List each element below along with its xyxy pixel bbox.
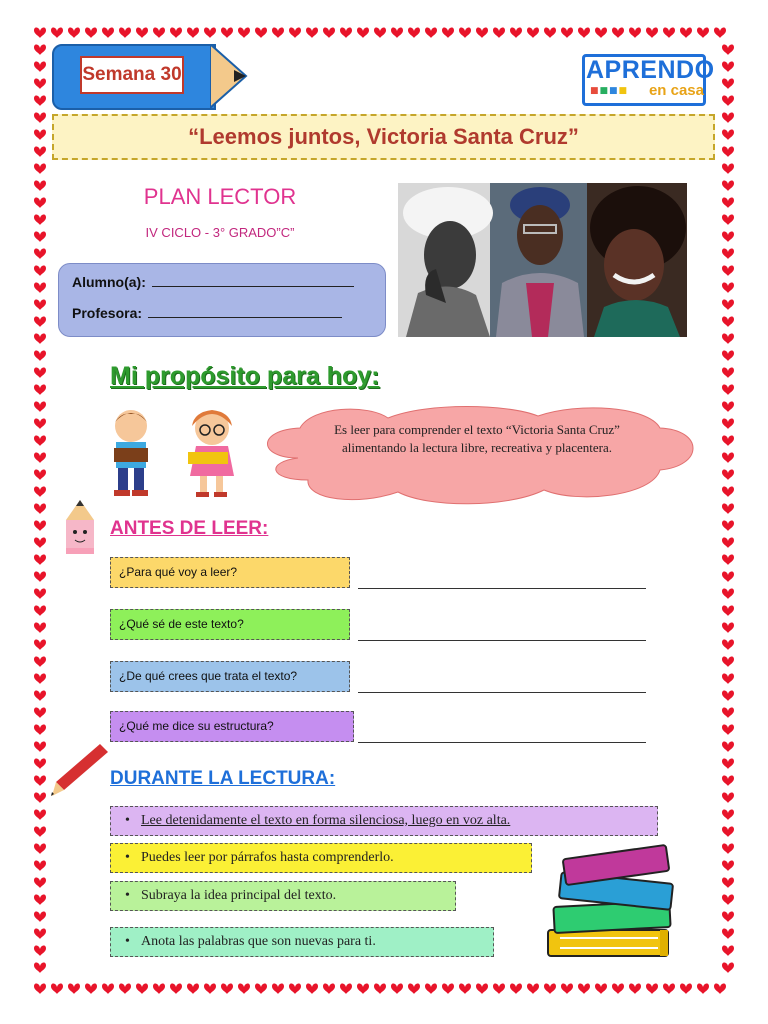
heart-icon (34, 912, 46, 922)
teacher-label: Profesora: (72, 305, 143, 321)
heart-icon (722, 45, 734, 55)
heart-icon (663, 984, 675, 994)
heart-icon (722, 317, 734, 327)
heart-icon (722, 385, 734, 395)
heart-icon (714, 984, 726, 994)
heart-icon (34, 657, 46, 667)
heart-icon (459, 984, 471, 994)
heart-icon (722, 249, 734, 259)
heart-icon (722, 878, 734, 888)
heart-icon (680, 984, 692, 994)
heart-icon (722, 436, 734, 446)
question-box: ¿Para qué voy a leer? (110, 557, 350, 588)
heart-icon (34, 844, 46, 854)
heart-icon (722, 725, 734, 735)
logo-dots-icon: ■■■■ (590, 86, 629, 96)
heart-icon (722, 708, 734, 718)
heart-icon (289, 28, 301, 38)
heart-icon (34, 436, 46, 446)
heart-icon (544, 984, 556, 994)
heart-icon (561, 984, 573, 994)
reading-step: • Lee detenidamente el texto en forma silenciosa, luego en voz alta. (110, 806, 658, 836)
teacher-field[interactable] (72, 305, 342, 321)
heart-icon (238, 984, 250, 994)
heart-icon (544, 28, 556, 38)
heart-icon (722, 691, 734, 701)
heart-icon (34, 759, 46, 769)
plan-title: PLAN LECTOR (143, 184, 297, 209)
heart-icon (34, 487, 46, 497)
heart-icon (722, 79, 734, 89)
answer-line[interactable] (358, 742, 646, 743)
heart-icon (722, 776, 734, 786)
heart-icon (722, 674, 734, 684)
heart-icon (34, 810, 46, 820)
during-reading-heading: DURANTE LA LECTURA: (110, 768, 336, 789)
heart-icon (34, 232, 46, 242)
heart-icon (85, 28, 97, 38)
heart-icon (680, 28, 692, 38)
heart-icon (34, 504, 46, 514)
heart-icon (306, 28, 318, 38)
heart-icon (374, 984, 386, 994)
heart-icon (34, 470, 46, 480)
heart-icon (34, 283, 46, 293)
heart-icon (722, 640, 734, 650)
logo-text-top: APRENDO (586, 56, 715, 84)
heart-icon (722, 113, 734, 123)
heart-icon (722, 589, 734, 599)
heart-icon (722, 215, 734, 225)
heart-icon (204, 28, 216, 38)
heart-icon (34, 572, 46, 582)
heart-icon (34, 606, 46, 616)
heart-icon (629, 984, 641, 994)
answer-line[interactable] (358, 588, 646, 589)
heart-icon (476, 984, 488, 994)
heart-icon (34, 521, 46, 531)
heart-icon (722, 181, 734, 191)
heart-icon (34, 878, 46, 888)
heart-icon (722, 419, 734, 429)
heart-icon (663, 28, 675, 38)
heart-icon (187, 984, 199, 994)
heart-icon (722, 946, 734, 956)
book-stack-icon (540, 838, 690, 964)
question-box: ¿De qué crees que trata el texto? (110, 661, 350, 692)
heart-icon (722, 844, 734, 854)
heart-icon (34, 793, 46, 803)
heart-icon (34, 946, 46, 956)
heart-icon (722, 810, 734, 820)
heart-icon (34, 929, 46, 939)
heart-icon (34, 691, 46, 701)
heart-icon (34, 538, 46, 548)
heart-icon (578, 28, 590, 38)
heart-icon (722, 487, 734, 497)
heart-icon (68, 28, 80, 38)
heart-icon (722, 368, 734, 378)
kids-reading-icon (104, 404, 244, 504)
heart-icon (170, 28, 182, 38)
heart-icon (561, 28, 573, 38)
answer-line[interactable] (358, 640, 646, 641)
heart-icon (255, 28, 267, 38)
logo-text-bottom: en casa (648, 82, 704, 99)
heart-icon (442, 984, 454, 994)
heart-icon (391, 984, 403, 994)
heart-icon (722, 147, 734, 157)
heart-icon (722, 266, 734, 276)
heart-icon (34, 895, 46, 905)
heart-icon (34, 351, 46, 361)
heart-icon (34, 776, 46, 786)
heart-icon (629, 28, 641, 38)
heart-icon (722, 283, 734, 293)
heart-icon (722, 929, 734, 939)
heart-icon (34, 674, 46, 684)
pencil-character-icon (58, 498, 102, 558)
heart-icon (340, 28, 352, 38)
heart-icon (136, 28, 148, 38)
heart-icon (34, 708, 46, 718)
heart-icon (459, 28, 471, 38)
heart-icon (510, 984, 522, 994)
heart-icon (374, 28, 386, 38)
heart-icon (272, 28, 284, 38)
heart-icon (119, 984, 131, 994)
plan-subtitle: IV CICLO - 3° GRADO”C” (145, 225, 295, 240)
heart-icon (34, 419, 46, 429)
page-title: “Leemos juntos, Victoria Santa Cruz” (52, 114, 715, 160)
heart-icon (442, 28, 454, 38)
heart-icon (722, 572, 734, 582)
heart-icon (34, 623, 46, 633)
heart-icon (221, 984, 233, 994)
heart-icon (170, 984, 182, 994)
heart-icon (34, 147, 46, 157)
heart-icon (357, 984, 369, 994)
heart-icon (34, 130, 46, 140)
reading-step: • Anota las palabras que son nuevas para ti. (110, 927, 494, 957)
heart-icon (34, 742, 46, 752)
heart-icon (722, 521, 734, 531)
heart-icon (34, 640, 46, 650)
heart-icon (34, 861, 46, 871)
heart-icon (102, 28, 114, 38)
student-name-line[interactable] (152, 274, 354, 287)
purpose-text: Es leer para comprender el texto “Victoria Santa Cruz” alimentando la lectura libre, recreativa y placentera. (334, 422, 620, 455)
heart-icon (722, 912, 734, 922)
heart-icon (722, 470, 734, 480)
heart-icon (102, 984, 114, 994)
heart-icon (34, 589, 46, 599)
heart-icon (697, 28, 709, 38)
heart-icon (722, 759, 734, 769)
heart-icon (221, 28, 233, 38)
heart-icon (34, 249, 46, 259)
heart-icon (119, 28, 131, 38)
purpose-heading: Mi propósito para hoy: (110, 362, 380, 390)
heart-icon (34, 385, 46, 395)
heart-icon (722, 402, 734, 412)
heart-icon (136, 984, 148, 994)
heart-icon (255, 984, 267, 994)
heart-icon (722, 742, 734, 752)
heart-icon (153, 984, 165, 994)
heart-icon (34, 164, 46, 174)
heart-icon (153, 28, 165, 38)
heart-icon (714, 28, 726, 38)
heart-icon (722, 334, 734, 344)
week-label: Semana 30 (80, 56, 184, 94)
heart-icon (722, 232, 734, 242)
heart-icon (34, 725, 46, 735)
heart-icon (34, 45, 46, 55)
heart-icon (722, 657, 734, 667)
heart-icon (408, 984, 420, 994)
heart-icon (722, 963, 734, 973)
heart-icon (527, 28, 539, 38)
heart-icon (34, 198, 46, 208)
heart-icon (493, 28, 505, 38)
reading-step: • Puedes leer por párrafos hasta comprenderlo. (110, 843, 532, 873)
heart-icon (510, 28, 522, 38)
heart-icon (578, 984, 590, 994)
heart-icon (722, 555, 734, 565)
heart-icon (34, 984, 46, 994)
heart-icon (722, 895, 734, 905)
pencil-tip-icon (210, 44, 250, 110)
heart-icon (85, 984, 97, 994)
reading-step: • Subraya la idea principal del texto. (110, 881, 456, 911)
heart-icon (34, 334, 46, 344)
heart-icon (646, 984, 658, 994)
heart-icon (722, 130, 734, 140)
heart-icon (722, 861, 734, 871)
heart-icon (51, 984, 63, 994)
heart-icon (493, 984, 505, 994)
heart-icon (323, 28, 335, 38)
heart-icon (34, 963, 46, 973)
heart-icon (34, 368, 46, 378)
heart-icon (34, 181, 46, 191)
heart-icon (722, 606, 734, 616)
heart-icon (646, 28, 658, 38)
heart-icon (595, 984, 607, 994)
heart-icon (722, 538, 734, 548)
heart-icon (722, 504, 734, 514)
heart-icon (34, 827, 46, 837)
heart-icon (425, 984, 437, 994)
heart-icon (34, 79, 46, 89)
teacher-name-line[interactable] (148, 305, 342, 318)
heart-icon (238, 28, 250, 38)
heart-icon (612, 984, 624, 994)
heart-icon (34, 113, 46, 123)
victoria-santa-cruz-photos (398, 183, 687, 337)
heart-icon (722, 623, 734, 633)
heart-icon (272, 984, 284, 994)
heart-icon (722, 300, 734, 310)
heart-icon (306, 984, 318, 994)
student-field[interactable] (72, 274, 354, 290)
before-reading-heading: ANTES DE LEER: (110, 518, 269, 539)
student-label: Alumno(a): (72, 274, 146, 290)
heart-icon (357, 28, 369, 38)
heart-icon (34, 453, 46, 463)
heart-icon (612, 28, 624, 38)
question-box: ¿Qué me dice su estructura? (110, 711, 354, 742)
heart-icon (34, 62, 46, 72)
heart-icon (408, 28, 420, 38)
heart-icon (187, 28, 199, 38)
heart-icon (34, 317, 46, 327)
heart-icon (425, 28, 437, 38)
heart-icon (68, 984, 80, 994)
heart-icon (722, 351, 734, 361)
heart-icon (722, 96, 734, 106)
heart-icon (722, 827, 734, 837)
heart-icon (34, 402, 46, 412)
heart-icon (391, 28, 403, 38)
heart-icon (34, 215, 46, 225)
heart-icon (697, 984, 709, 994)
heart-icon (476, 28, 488, 38)
heart-icon (51, 28, 63, 38)
heart-icon (204, 984, 216, 994)
heart-icon (34, 28, 46, 38)
answer-line[interactable] (358, 692, 646, 693)
heart-icon (595, 28, 607, 38)
heart-icon (527, 984, 539, 994)
heart-icon (289, 984, 301, 994)
heart-icon (722, 62, 734, 72)
heart-icon (722, 164, 734, 174)
heart-icon (340, 984, 352, 994)
question-box: ¿Qué sé de este texto? (110, 609, 350, 640)
heart-icon (323, 984, 335, 994)
heart-icon (34, 300, 46, 310)
heart-icon (34, 266, 46, 276)
red-pencil-icon (48, 740, 110, 798)
heart-icon (722, 453, 734, 463)
heart-icon (722, 793, 734, 803)
heart-icon (34, 96, 46, 106)
heart-icon (722, 198, 734, 208)
heart-icon (34, 555, 46, 565)
